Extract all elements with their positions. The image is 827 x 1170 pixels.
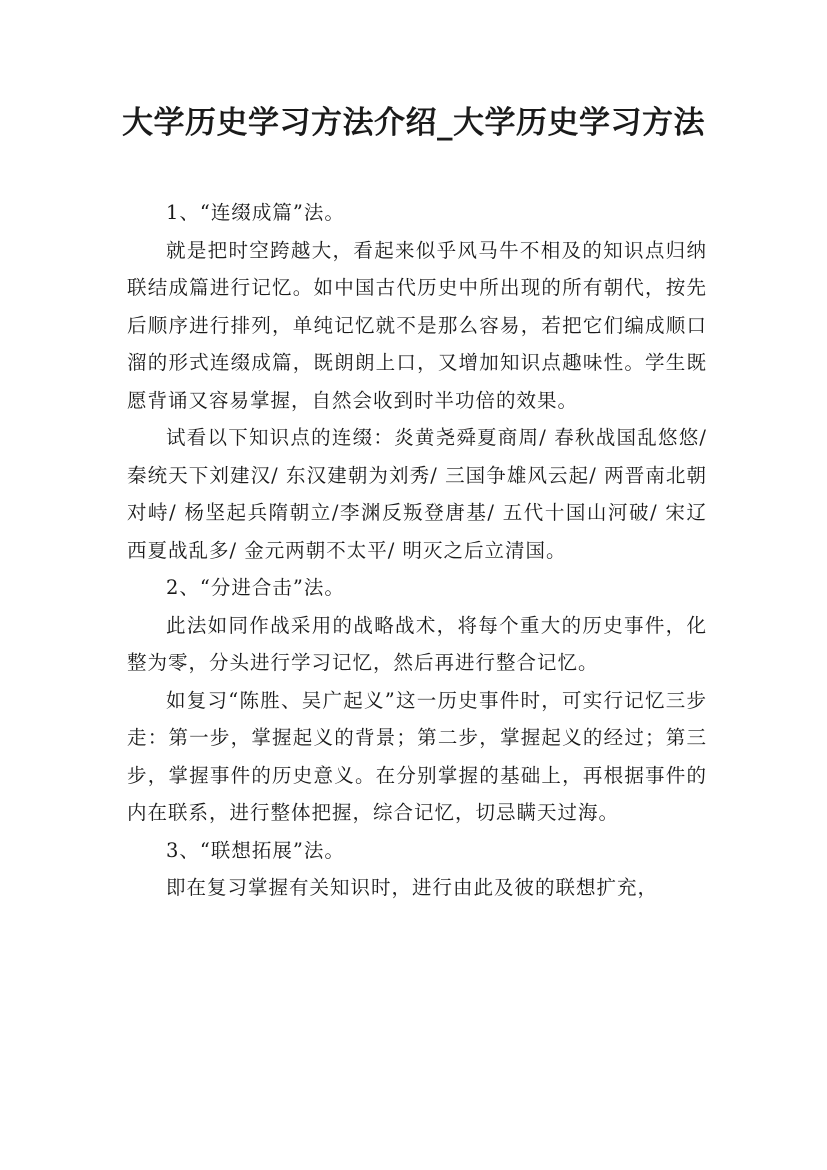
paragraph-method-3-heading: 3、“联想拓展”法。 <box>166 838 345 862</box>
paragraph-method-1-example: 试看以下知识点的连缀：炎黄尧舜夏商周/ 春秋战国乱悠悠/ 秦统天下刘建汉/ 东汉建朝为刘秀/ 三国争雄风云起/ 两晋南北朝对峙/ 杨坚起兵隋朝立/李渊反叛登唐基/ 五代十国山河破/ 宋辽西夏战乱多/ 金元两朝不太平/ 明灭之后立清国。 <box>127 426 707 562</box>
paragraph-method-2-heading: 2、“分进合击”法。 <box>166 576 345 599</box>
document-body <box>127 194 707 907</box>
paragraph-method-2-example: 如复习“陈胜、吴广起义”这一历史事件时，可实行记忆三步走：第一步，掌握起义的背景；第二步，掌握起义的经过；第三步，掌握事件的历史意义。在分别掌握的基础上，再根据事件的内在联系，进行整体把握，综合记忆，切忌瞒天过海。 <box>127 688 707 824</box>
paragraph-method-3-description: 即在复习掌握有关知识时，进行由此及彼的联想扩充， <box>166 876 659 899</box>
paragraph-method-1-description: 就是把时空跨越大，看起来似乎风马牛不相及的知识点归纳联结成篇进行记忆。如中国古代历史中所出现的所有朝代，按先后顺序进行排列，单纯记忆就不是那么容易，若把它们编成顺口溜的形式连缀成篇，既朗朗上口，又增加知识点趣味性。学生既愿背诵又容易掌握，自然会收到时半功倍的效果。 <box>127 238 707 412</box>
document-title: 大学历史学习方法介绍_大学历史学习方法 <box>122 105 705 141</box>
paragraph-method-2-description: 此法如同作战采用的战略战术，将每个重大的历史事件，化整为零，分头进行学习记忆，然后再进行整合记忆。 <box>127 613 707 674</box>
paragraph-method-1-heading: 1、“连缀成篇”法。 <box>166 201 345 224</box>
